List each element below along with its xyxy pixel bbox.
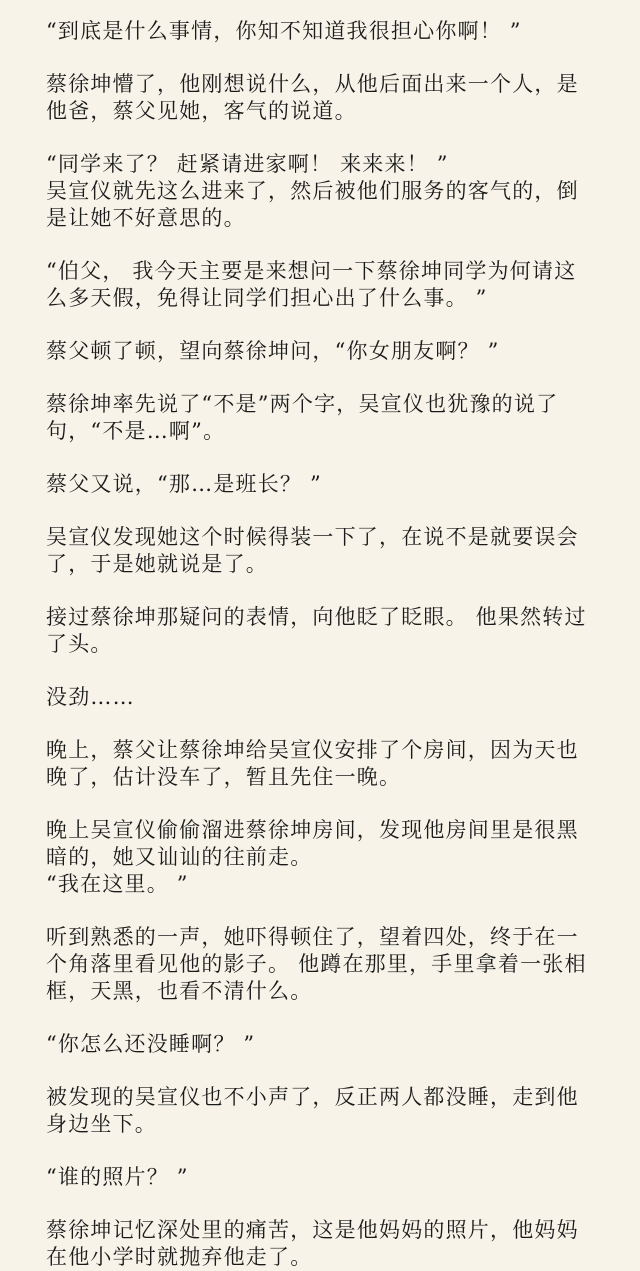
paragraph: 晚上，蔡父让蔡徐坤给吴宣仪安排了个房间，因为天也晚了，估计没车了，暂且先住一晚。: [46, 738, 579, 789]
paragraph: 吴宣仪就先这么进来了，然后被他们服务的客气的，倒是让她不好意思的。: [46, 179, 579, 230]
paragraph: 被发现的吴宣仪也不小声了，反正两人都没睡，走到他身边坐下。: [46, 1085, 579, 1136]
paragraph: “我在这里。 ”: [46, 872, 189, 896]
paragraph: “同学来了？ 赶紧请进家啊！ 来来来！ ”: [46, 152, 449, 176]
paragraph: 吴宣仪发现她这个时候得装一下了，在说不是就要误会了，于是她就说是了。: [46, 525, 579, 576]
paragraph: 没劲……: [46, 685, 135, 709]
paragraph: “到底是什么事情，你知不知道我很担心你啊！ ”: [46, 19, 522, 43]
paragraph: “你怎么还没睡啊？ ”: [46, 1032, 256, 1056]
paragraph: 蔡徐坤率先说了“不是”两个字，吴宣仪也犹豫的说了句，“不是…啊”。: [46, 392, 559, 443]
paragraph: “伯父， 我今天主要是来想问一下蔡徐坤同学为何请这么多天假，免得让同学们担心出了什么事。 ”: [46, 259, 577, 310]
paragraph: 蔡父顿了顿，望向蔡徐坤问，“你女朋友啊？ ”: [46, 339, 500, 363]
paragraph: 晚上吴宣仪偷偷溜进蔡徐坤房间，发现他房间里是很黑暗的，她又讪讪的往前走。: [46, 818, 579, 869]
paragraph: 蔡徐坤懵了，他刚想说什么，从他后面出来一个人，是他爸，蔡父见她，客气的说道。: [46, 72, 579, 123]
paragraph: 蔡父又说，“那…是班长？ ”: [46, 472, 322, 496]
paragraph: 接过蔡徐坤那疑问的表情，向他眨了眨眼。 他果然转过了头。: [46, 605, 587, 656]
paragraph: 蔡徐坤记忆深处里的痛苦，这是他妈妈的照片，他妈妈在他小学时就抛弃他走了。: [46, 1218, 579, 1269]
paragraph: 听到熟悉的一声，她吓得顿住了，望着四处，终于在一个角落里看见他的影子。 他蹲在那里，手里拿着一张相框，天黑，也看不清什么。: [46, 925, 587, 1003]
paragraph: “谁的照片？ ”: [46, 1165, 189, 1189]
